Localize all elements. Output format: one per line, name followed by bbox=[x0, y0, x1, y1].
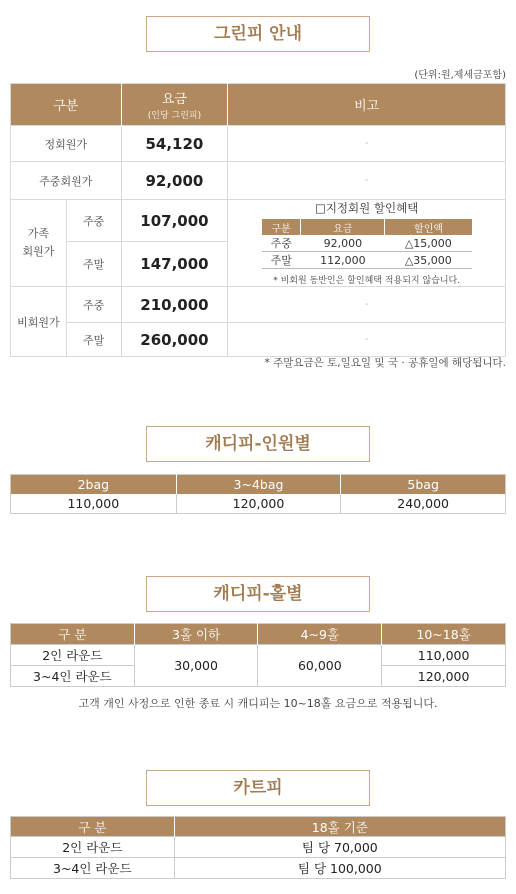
caddie-person-title bbox=[146, 426, 370, 462]
table-row bbox=[11, 323, 506, 357]
greenfee-footnote: * 주말요금은 토,일요일 및 국 · 공휴일에 해당됩니다. bbox=[264, 357, 506, 369]
row-price: 260,000 bbox=[121, 323, 228, 357]
discount-header-row bbox=[262, 219, 472, 235]
discount-cell: 주말 bbox=[262, 252, 301, 269]
discount-row bbox=[262, 252, 472, 269]
header-cell: 구 분 bbox=[11, 817, 175, 837]
header-cell: 10~18홀 bbox=[382, 624, 506, 645]
table-row bbox=[11, 162, 506, 200]
header-category: 구분 bbox=[11, 84, 122, 126]
row-label: 2인 라운드 bbox=[11, 645, 135, 666]
header-fee-sub: (인당 그린피) bbox=[147, 111, 202, 121]
cart-table bbox=[10, 816, 506, 879]
discount-cell bbox=[228, 200, 506, 287]
row-price: 92,000 bbox=[121, 162, 228, 200]
cart-title bbox=[146, 770, 370, 806]
row-price: 54,120 bbox=[121, 126, 228, 162]
row-remark: - bbox=[228, 323, 506, 357]
discount-header: 할인액 bbox=[385, 219, 472, 235]
value-cell: 240,000 bbox=[397, 495, 449, 511]
row-label: 2인 라운드 bbox=[11, 837, 175, 858]
header-cell: 5bag bbox=[341, 475, 506, 494]
caddie-hole-title-text: 캐디피-홀별 bbox=[213, 584, 303, 604]
greenfee-table bbox=[10, 83, 506, 357]
discount-note: * 비회원 동반인은 할인혜택 적용되지 않습니다. bbox=[273, 276, 461, 286]
greenfee-title bbox=[146, 16, 370, 52]
table-row bbox=[11, 287, 506, 323]
header-cell: 18홀 기준 bbox=[174, 817, 505, 837]
greenfee-header-row bbox=[11, 84, 506, 126]
row-label: 3~4인 라운드 bbox=[11, 666, 135, 687]
greenfee-title-text: 그린피 안내 bbox=[213, 24, 303, 44]
value-cell: 110,000 bbox=[11, 494, 177, 514]
row-label: 비회원가 bbox=[11, 287, 67, 357]
header-cell: 구 분 bbox=[11, 624, 135, 645]
row-sublabel: 주중 bbox=[66, 287, 121, 323]
value-cell: 110,000 bbox=[382, 645, 506, 666]
caddie-person-title-text: 캐디피-인원별 bbox=[205, 434, 311, 454]
row-label: 가족 회원가 bbox=[11, 200, 67, 287]
header-cell: 4~9홀 bbox=[258, 624, 382, 645]
table-row bbox=[11, 645, 506, 666]
caddie-hole-title bbox=[146, 576, 370, 612]
value-cell: 30,000 bbox=[134, 645, 258, 687]
caddie-hole-table bbox=[10, 623, 506, 687]
row-price: 147,000 bbox=[121, 242, 228, 287]
table-row bbox=[11, 858, 506, 879]
header-cell: 3~4bag bbox=[176, 475, 341, 494]
cart-header-row bbox=[11, 817, 506, 837]
caddie-hole-header-row bbox=[11, 624, 506, 645]
discount-table bbox=[262, 219, 472, 269]
unit-note: (단위:원,제세금포함) bbox=[414, 70, 506, 81]
table-row bbox=[11, 200, 506, 242]
caddie-person-table bbox=[10, 474, 506, 514]
row-remark: - bbox=[228, 126, 506, 162]
row-sublabel: 주중 bbox=[66, 200, 121, 242]
discount-title: □지정회원 할인혜택 bbox=[314, 201, 419, 215]
row-remark: - bbox=[228, 162, 506, 200]
header-fee-label: 요금 bbox=[161, 92, 187, 107]
caddie-hole-note: 고객 개인 사정으로 인한 종료 시 캐디피는 10~18홀 요금으로 적용됩니다. bbox=[78, 697, 438, 710]
header-cell: 2bag bbox=[11, 475, 177, 494]
table-row bbox=[11, 494, 506, 514]
row-price: 107,000 bbox=[121, 200, 228, 242]
value-cell: 120,000 bbox=[176, 494, 341, 514]
caddie-person-header-row bbox=[11, 475, 506, 494]
row-price: 210,000 bbox=[121, 287, 228, 323]
discount-cell: 주중 bbox=[262, 235, 301, 252]
row-remark: - bbox=[228, 287, 506, 323]
row-label: 3~4인 라운드 bbox=[11, 858, 175, 879]
table-row bbox=[11, 837, 506, 858]
value-cell: 팀 당 70,000 bbox=[174, 837, 505, 858]
header-fee bbox=[121, 84, 228, 126]
header-remark: 비고 bbox=[228, 84, 506, 126]
row-label: 정회원가 bbox=[11, 126, 122, 162]
discount-cell: △35,000 bbox=[385, 252, 472, 269]
discount-cell: 112,000 bbox=[301, 252, 385, 269]
header-cell: 3홀 이하 bbox=[134, 624, 258, 645]
discount-cell: △15,000 bbox=[385, 235, 472, 252]
discount-header: 구분 bbox=[262, 219, 301, 235]
row-sublabel: 주말 bbox=[66, 242, 121, 287]
row-label: 주중회원가 bbox=[11, 162, 122, 200]
discount-cell: 92,000 bbox=[301, 235, 385, 252]
row-sublabel: 주말 bbox=[66, 323, 121, 357]
value-cell: 120,000 bbox=[382, 666, 506, 687]
cart-title-text: 카트피 bbox=[233, 778, 283, 798]
discount-box bbox=[228, 200, 505, 286]
value-cell: 60,000 bbox=[258, 645, 382, 687]
table-row bbox=[11, 126, 506, 162]
discount-header: 요금 bbox=[301, 219, 385, 235]
discount-row bbox=[262, 235, 472, 252]
value-cell: 팀 당 100,000 bbox=[174, 858, 505, 879]
